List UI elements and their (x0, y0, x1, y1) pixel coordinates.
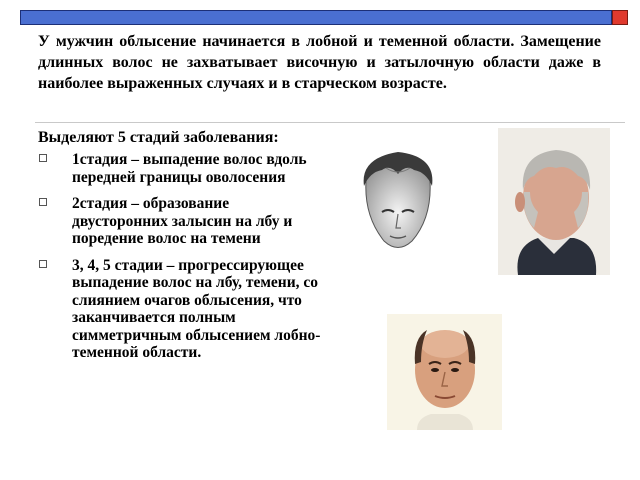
balding-man-face-photo (387, 314, 502, 430)
stage-item-text: 3, 4, 5 стадии – прогрессирующее выпадение волос на лбу, темени, со слиянием очагов облысения, что заканчивается полным симметричным облысением лобно-теменной области. (72, 256, 321, 361)
stages-heading: Выделяют 5 стадий заболевания: (38, 129, 279, 146)
square-bullet-icon (39, 198, 47, 206)
stages-list (38, 151, 328, 371)
stage-item-text: 2стадия – образование двусторонних залысин на лбу и поредение волос на темени (72, 195, 293, 247)
stage-item-2 (38, 195, 328, 248)
square-bullet-icon (39, 260, 47, 268)
stage-item-3 (38, 257, 328, 362)
slide-top-bar (20, 10, 612, 25)
square-bullet-icon (39, 154, 47, 162)
divider (35, 122, 625, 123)
intro-paragraph: У мужчин облысение начинается в лобной и теменной области. Замещение длинных волос не захватывает височную и затылочную области даже в наиболее выраженных случаях и в старческом возрасте. (38, 33, 601, 92)
stage-item-text: 1стадия – выпадение волос вдоль передней границы оволосения (72, 151, 307, 186)
head-top-view-photo (356, 146, 440, 256)
slide-top-bar-accent (612, 10, 628, 25)
stage-item-1 (38, 151, 328, 186)
head-back-view-photo (498, 128, 610, 275)
